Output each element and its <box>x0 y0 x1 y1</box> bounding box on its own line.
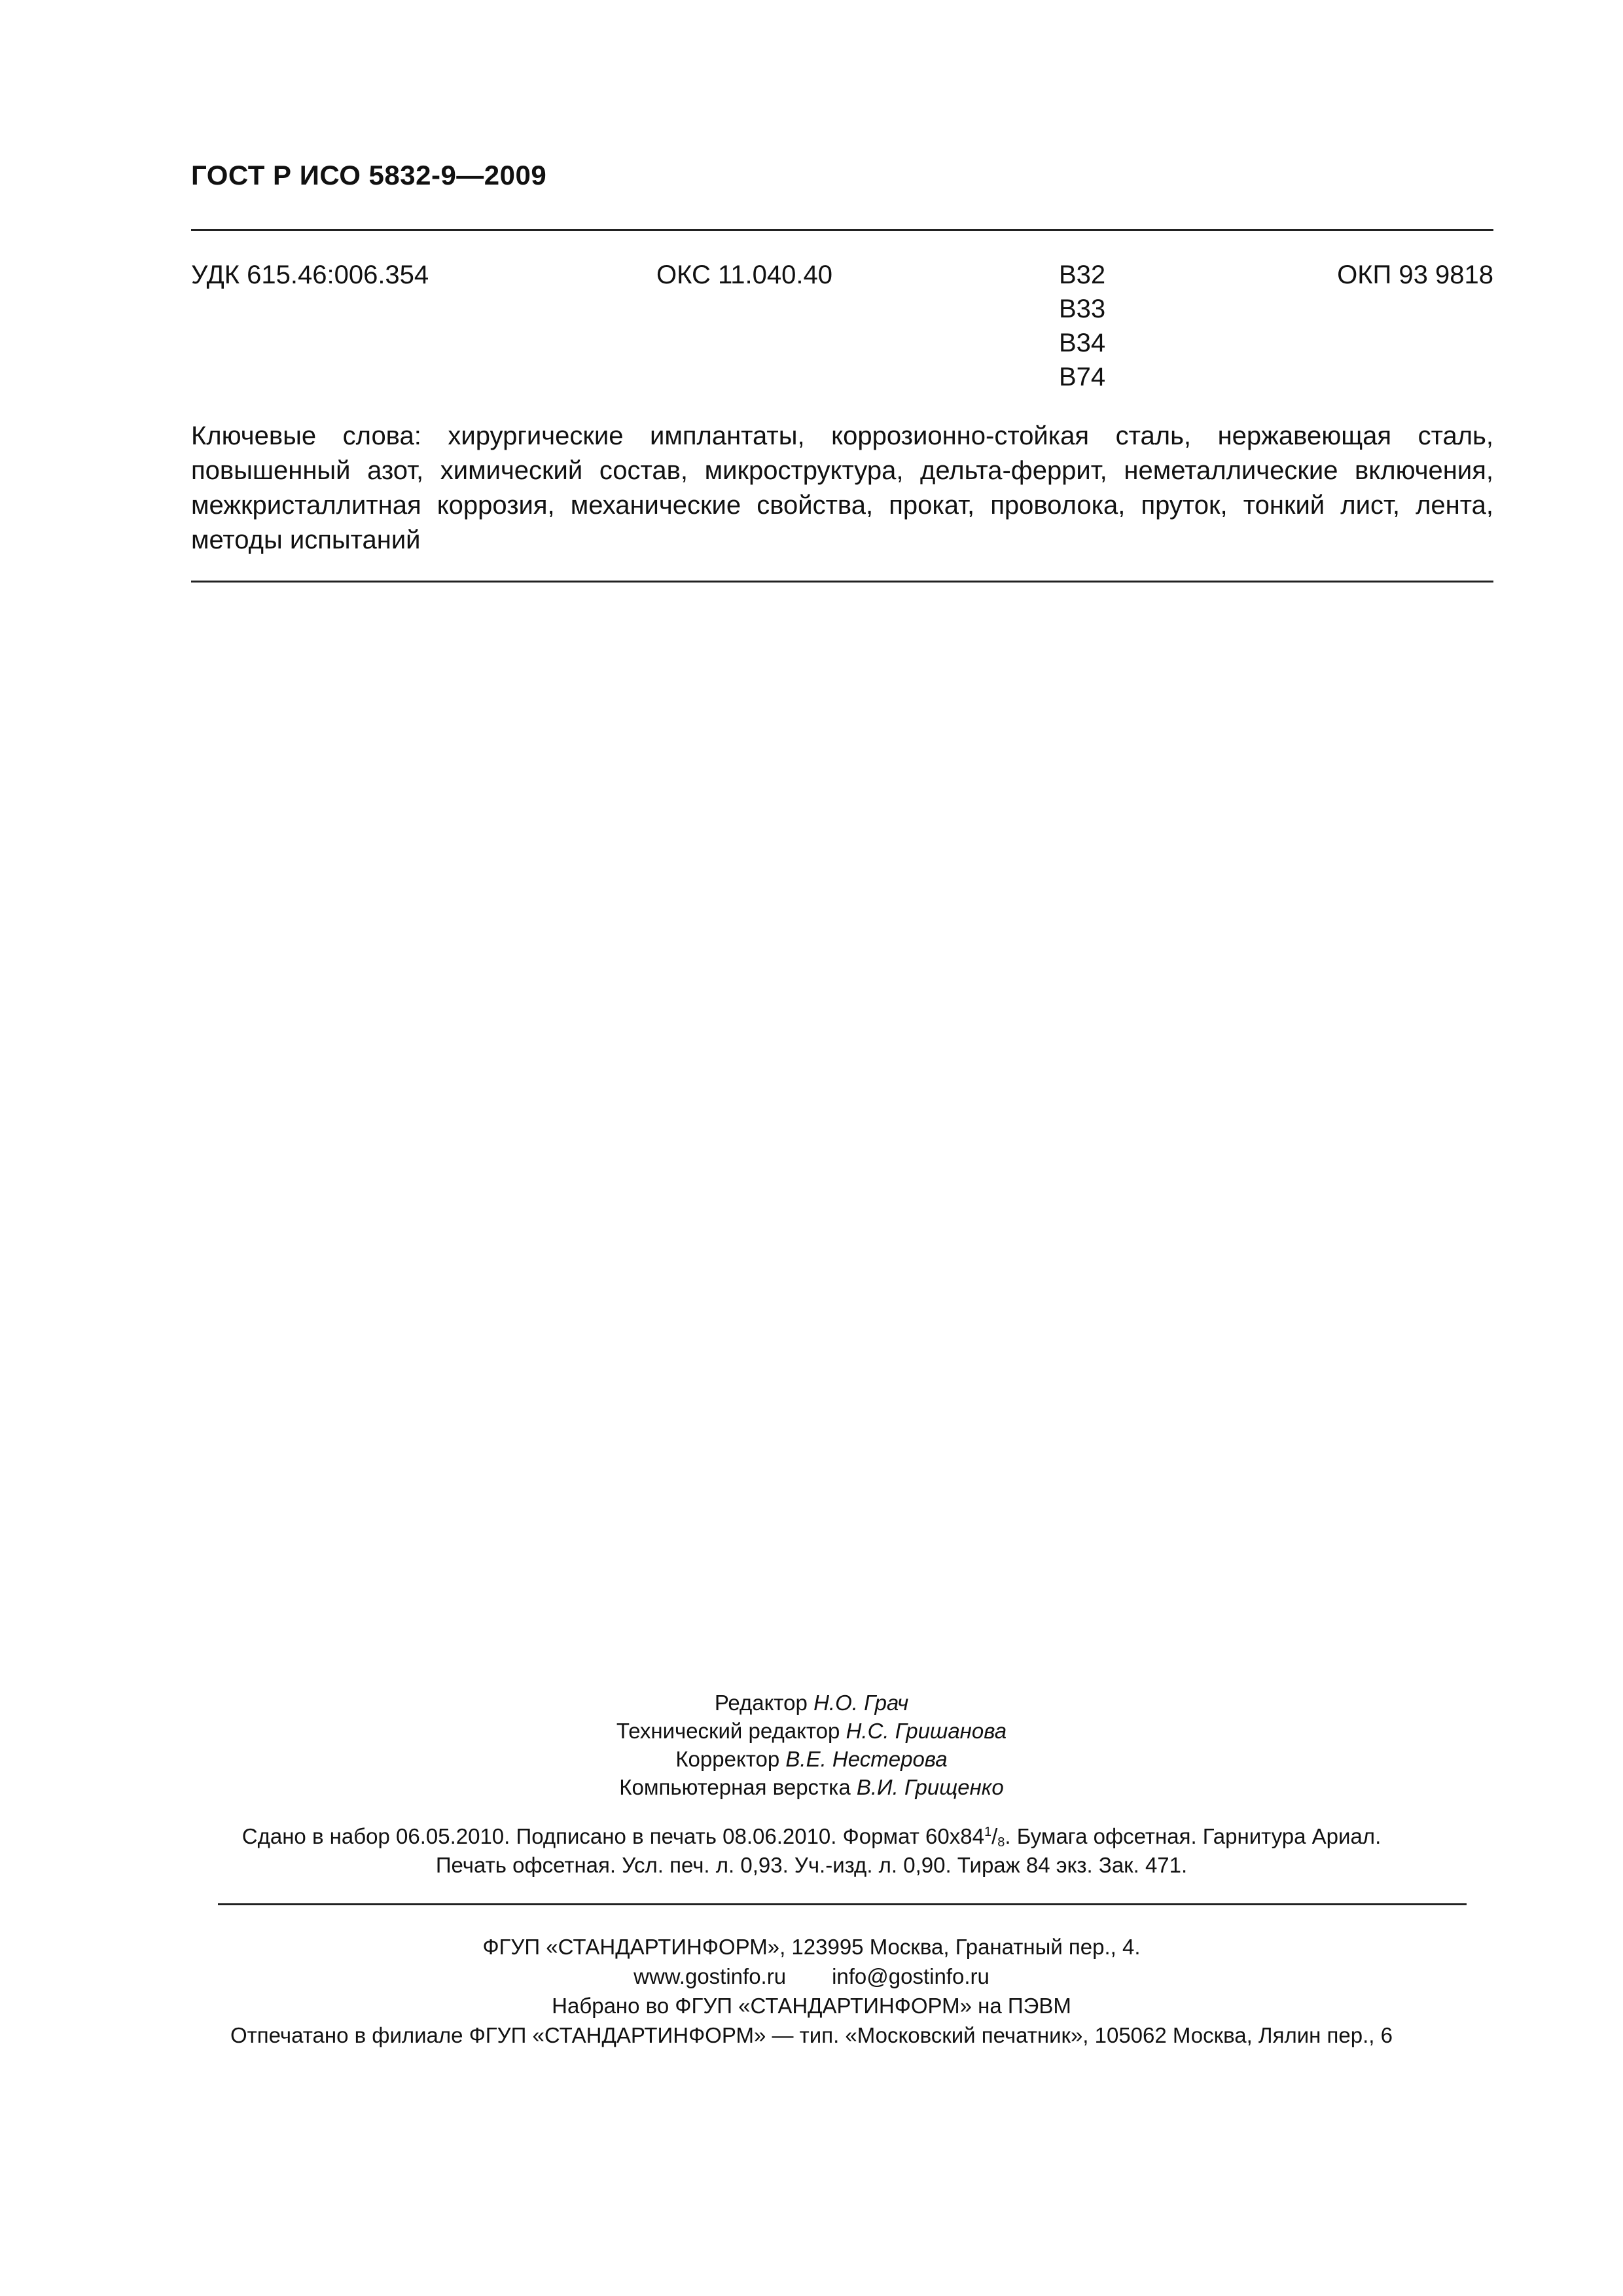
format-denominator: 8 <box>997 1835 1005 1850</box>
oks-code: ОКС 11.040.40 <box>656 260 832 289</box>
credit-role: Редактор <box>714 1691 808 1715</box>
credit-line-editor <box>0 1689 1623 1717</box>
print-info-text: Сдано в набор 06.05.2010. Подписано в печать 08.06.2010. Формат 60х84 <box>241 1824 984 1848</box>
udk-code: УДК 615.46:006.354 <box>191 260 429 289</box>
format-numerator: 1 <box>984 1825 992 1839</box>
credit-line-layout <box>0 1773 1623 1801</box>
okp-code: ОКП 93 9818 <box>1337 260 1493 289</box>
publisher-block <box>0 1932 1623 2050</box>
credit-role: Корректор <box>675 1747 780 1771</box>
publisher-divider <box>218 1903 1467 1905</box>
publisher-contacts <box>0 1962 1623 1991</box>
print-info-text: . Бумага офсетная. Гарнитура Ариал. <box>1005 1824 1382 1848</box>
email-link[interactable]: info@gostinfo.ru <box>832 1964 990 1988</box>
credit-role: Технический редактор <box>616 1719 840 1743</box>
print-info-line-2: Печать офсетная. Усл. печ. л. 0,93. Уч.-изд. л. 0,90. Тираж 84 экз. Зак. 471. <box>435 1853 1188 1877</box>
classifier-code: В32 <box>1059 260 1106 289</box>
website-link[interactable]: www.gostinfo.ru <box>633 1964 787 1988</box>
credit-name: В.Е. Нестерова <box>785 1747 948 1771</box>
publisher-address: ФГУП «СТАНДАРТИНФОРМ», 123995 Москва, Гранатный пер., 4. <box>482 1935 1141 1959</box>
typeset-note: Набрано во ФГУП «СТАНДАРТИНФОРМ» на ПЭВМ <box>552 1994 1071 2018</box>
classifier-code: В33 <box>1059 295 1106 323</box>
keywords-paragraph: Ключевые слова: хирургические имплантаты, коррозионно-стойкая сталь, нержавеющая сталь, повышенный азот, химический состав, микроструктура, дельта-феррит, неметаллические включения, межкристаллитная коррозия, механические свойства, прокат, проволока, пруток, тонкий лист, лента, методы испытаний <box>191 422 1493 554</box>
printed-note: Отпечатано в филиале ФГУП «СТАНДАРТИНФОРМ» — тип. «Московский печатник», 105062 Москва, Лялин пер., 6 <box>230 2023 1393 2047</box>
document-title: ГОСТ Р ИСО 5832-9—2009 <box>191 160 547 190</box>
classifier-code: В74 <box>1059 363 1106 391</box>
print-info-block <box>0 1822 1623 1880</box>
credit-name: Н.С. Гришанова <box>846 1719 1007 1743</box>
classifier-codes <box>1059 258 1105 394</box>
credit-role: Компьютерная верстка <box>619 1775 851 1799</box>
print-info-line-1: Сдано в набор 06.05.2010. Подписано в печать 08.06.2010. Формат $60х84^1/_8$. Бумага офсетная. Гарнитура Ариал. <box>241 1824 1382 1850</box>
credit-line-proofreader <box>0 1745 1623 1773</box>
credit-name: Н.О. Грач <box>813 1691 909 1715</box>
credits-block <box>0 1689 1623 1801</box>
credit-name: В.И. Грищенко <box>856 1775 1004 1799</box>
credit-line-tech-editor <box>0 1717 1623 1745</box>
top-divider <box>191 229 1493 231</box>
keywords-divider <box>191 581 1493 583</box>
classifier-code: В34 <box>1059 329 1106 357</box>
